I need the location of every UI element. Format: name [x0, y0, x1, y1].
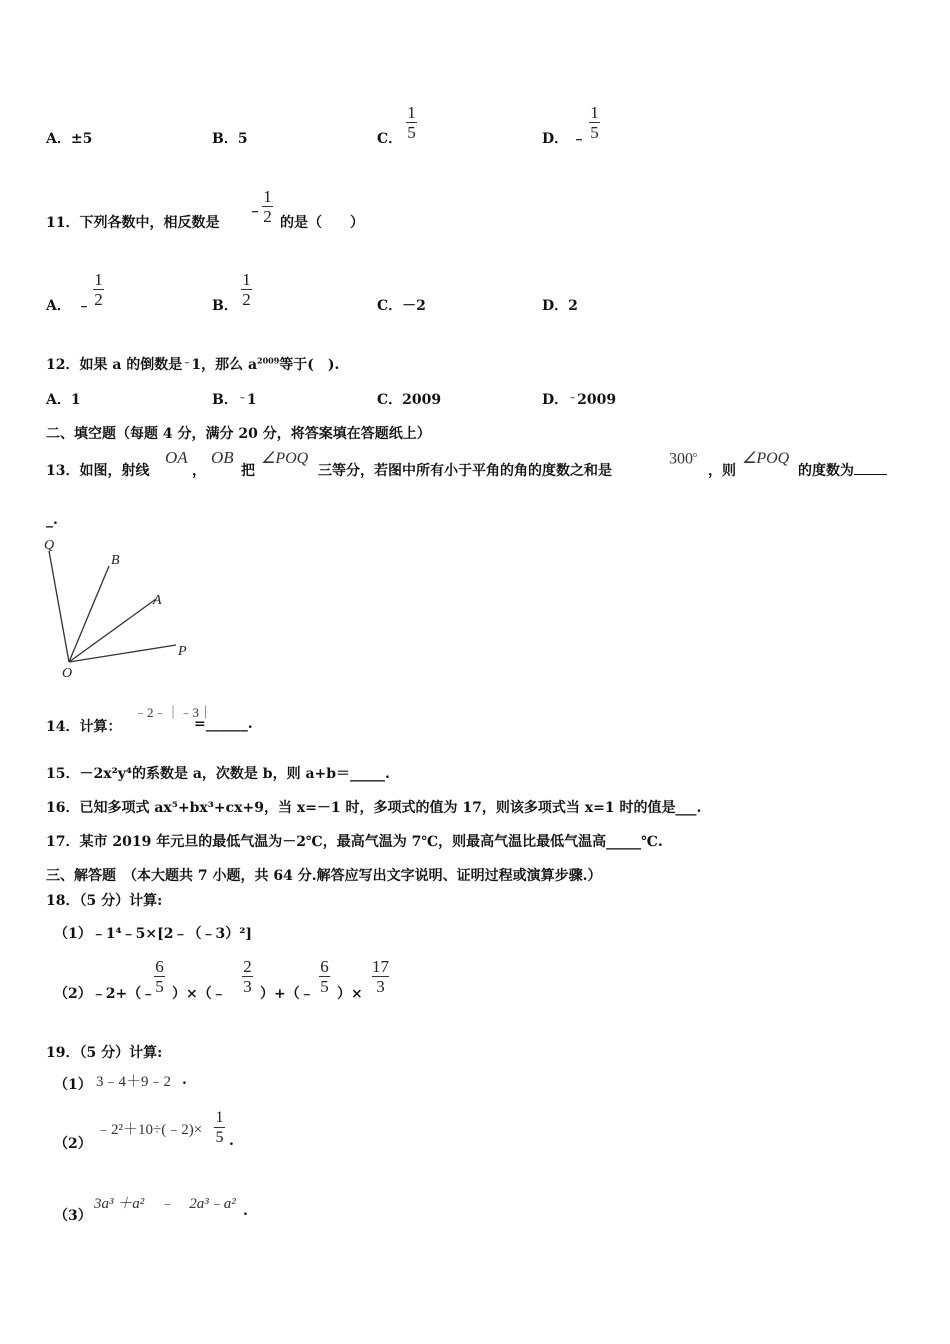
- q14-answer-blank: =______.: [194, 716, 253, 732]
- ray-op: [69, 645, 176, 662]
- q12-option-d: D．﹣2009: [542, 392, 617, 408]
- section-3-heading: 三、解答题 （本大题共 7 小题，共 64 分.解答应写出文字说明、证明过程或演算步骤.）: [46, 868, 602, 884]
- q12-option-b: B．﹣1: [212, 392, 257, 408]
- q10-option-a: A．±5: [46, 131, 93, 147]
- q18-part-1: （1）﹣1⁴﹣5×[2﹣（﹣3）²]: [54, 926, 252, 942]
- q13-prefix: 13．如图，射线: [46, 463, 150, 479]
- q18-fraction-2: 2 3: [243, 957, 252, 996]
- q13-ray-oa: OA: [165, 448, 188, 467]
- q18-fraction-3: 6 5: [320, 957, 329, 996]
- q19-part-1-expression: 3﹣4＋9﹣2: [96, 1074, 172, 1090]
- q13-ba: 把: [241, 463, 255, 479]
- q11-option-a-sign: ﹣: [77, 298, 91, 314]
- q10-option-c-label: C．: [377, 131, 403, 147]
- q13-middle: 三等分，若图中所有小于平角的角的度数之和是: [318, 463, 612, 479]
- q15-question: 15．－2x²y⁴的系数是 a，次数是 b，则 a+b＝_____.: [46, 766, 390, 782]
- q19-part-2-label: （2）: [54, 1136, 92, 1152]
- label-o: O: [62, 666, 73, 681]
- q11-option-b-label: B．: [212, 298, 238, 314]
- q13-comma: ，: [192, 463, 206, 479]
- q10-option-d-sign: ﹣: [572, 131, 586, 147]
- q18-part-2-label: （2）﹣2+（﹣: [54, 986, 156, 1002]
- q11-option-b-fraction: 1 2: [242, 270, 251, 309]
- label-b: B: [111, 553, 120, 568]
- q19-part-2-fraction: 1 5: [215, 1109, 224, 1146]
- q18-title: 18．（5 分）计算:: [46, 893, 163, 909]
- label-p: P: [178, 644, 187, 659]
- q13-ray-ob: OB: [211, 448, 234, 467]
- q13-suffix: 的度数为: [798, 460, 887, 480]
- q18-part-2-mid-2: ）+（﹣: [260, 986, 314, 1002]
- q18-fraction-1: 6 5: [155, 957, 164, 996]
- q11-prefix: 11．下列各数中，相反数是: [46, 215, 220, 231]
- q18-part-2-mid-1: ）×（﹣: [172, 986, 226, 1002]
- ray-oq: [49, 551, 69, 662]
- q11-option-c: C．－2: [377, 298, 426, 314]
- q11-fraction: 1 2: [263, 187, 272, 226]
- q13-angle-poq-2: ∠POQ: [742, 450, 790, 467]
- q19-part-1-dot: .: [182, 1072, 187, 1088]
- q14-expression: ﹣2﹣｜﹣3｜: [134, 705, 213, 720]
- section-2-heading: 二、填空题（每题 4 分，满分 20 分，将答案填在答题纸上）: [46, 426, 431, 442]
- q19-part-1-label: （1）: [54, 1077, 92, 1093]
- q19-title: 19．（5 分）计算:: [46, 1045, 163, 1061]
- q11-sign: ﹣: [248, 203, 262, 219]
- q17-question: 17．某市 2019 年元旦的最低气温为－2℃，最高气温为 7℃，则最高气温比最低气温高_____℃.: [46, 834, 663, 850]
- q11-suffix: 的是（ ）: [280, 215, 364, 231]
- label-q: Q: [44, 538, 55, 553]
- q19-part-2-expression: ﹣2²＋10÷(﹣2)×: [96, 1122, 203, 1138]
- q12-option-c: C．2009: [377, 392, 442, 408]
- q14-label: 14．计算：: [46, 719, 122, 735]
- q11-option-a-fraction: 1 2: [94, 270, 103, 309]
- q19-part-2-dot: .: [229, 1133, 234, 1149]
- q16-question: 16．已知多项式 ax⁵+bx³+cx+9，当 x=－1 时，多项式的值为 17，则该多项式当 x=1 时的值是___.: [46, 800, 702, 816]
- q12-question: 12．如果 a 的倒数是﹣1，那么 $a^{2009}$等于( ).: [46, 355, 340, 373]
- q19-part-3-label: （3）: [54, 1208, 92, 1224]
- q13-degree-sum: 300$^o$: [669, 450, 697, 468]
- q12-option-a: A．1: [46, 392, 81, 408]
- q11-option-a-label: A．: [46, 298, 71, 314]
- angle-figure: [36, 535, 206, 685]
- q19-part-3-dot: .: [243, 1203, 248, 1219]
- q18-fraction-4: 17 3: [372, 957, 389, 996]
- q19-part-3-expression: 3a³ ＋a² ﹣ 2a³﹣a²: [94, 1196, 236, 1212]
- q13-then: ，则: [708, 463, 736, 479]
- q13-tail: _.: [46, 512, 58, 528]
- q11-option-d: D．2: [542, 298, 578, 314]
- q13-angle-poq: ∠POQ: [261, 450, 309, 467]
- q18-part-2-mid-3: ）×: [337, 986, 363, 1002]
- q10-option-d-fraction: 1 5: [590, 103, 599, 142]
- q10-option-d-label: D．: [542, 131, 569, 147]
- q10-option-b: B．5: [212, 131, 248, 147]
- q10-option-c-fraction: 1 5: [407, 103, 416, 142]
- label-a: A: [153, 593, 162, 608]
